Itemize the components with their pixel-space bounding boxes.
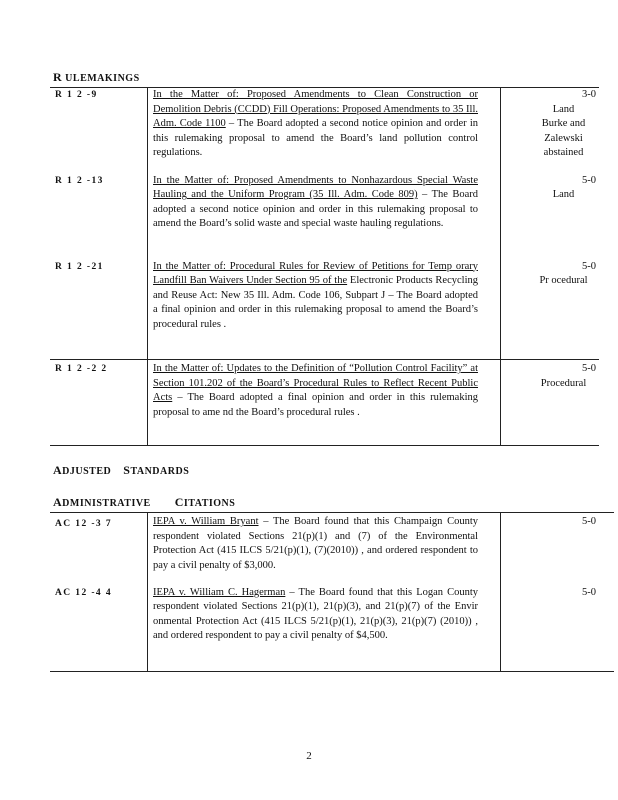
vote-cell xyxy=(501,586,615,672)
heading-text: ULEMAKINGS xyxy=(65,73,140,84)
docket-number: R 1 2 -21 xyxy=(55,261,104,272)
docket-number: AC 12 -4 4 xyxy=(55,587,113,598)
case-body: – The Board adopted a final opinion and order in this rulemaking proposal to ame nd the Board’s procedural rules . xyxy=(153,392,478,418)
case-body: – The Board adopted a second notice opinion and order in this rulemaking proposal to amend the Board’s solid waste and special waste hauling regulations. xyxy=(153,189,479,230)
citations-table xyxy=(50,512,614,672)
case-description xyxy=(148,174,501,260)
heading-initial: A xyxy=(53,495,63,509)
table-row xyxy=(50,360,599,446)
heading-text: TANDARDS xyxy=(130,466,190,477)
vote-note: Land xyxy=(552,103,575,115)
table-row xyxy=(50,260,599,360)
vote-count: 5-0 xyxy=(582,174,596,186)
heading-initial: S xyxy=(123,463,131,477)
vote-note: Land xyxy=(552,189,575,201)
case-description xyxy=(148,360,501,446)
vote-cell xyxy=(501,513,615,586)
table-row xyxy=(50,174,599,260)
case-title: IEPA v. William C. Hagerman xyxy=(153,586,286,598)
case-title: In the Matter of: Procedural Rules for Review of Petitions for Temp orary Landfill Ban Waivers Under Section 95 of the xyxy=(153,260,478,287)
table-row xyxy=(50,88,599,174)
case-title: In the Matter of: Proposed Amendments to Clean Construction or Demolition Debris (CCDD) Fill Operations: Proposed Amendments to 35 Ill. Adm. Code 1100 xyxy=(153,89,478,130)
case-description xyxy=(148,88,501,174)
heading-adjusted-standards xyxy=(53,463,189,478)
vote-note: Procedural xyxy=(540,377,587,389)
page-number: 2 xyxy=(306,750,312,762)
case-body: – The Board adopted a second notice opinion and order in this rulemaking proposal to amend the Board’s land pollution control regulations. xyxy=(153,118,478,159)
case-body: Electronic Products Recycling and Reuse Act: New 35 Ill. Adm. Code 106, Subpart J – The Board adopted a final opinion and order in this rulemaking proposal to amend the Board’s procedural rules . xyxy=(153,275,478,330)
docket-number: R 1 2 -9 xyxy=(55,90,98,100)
vote-count: 5-0 xyxy=(582,586,596,598)
vote-count: 5-0 xyxy=(582,260,596,272)
docket-number: R 1 2 -13 xyxy=(55,175,104,186)
docket-number: R 1 2 -2 2 xyxy=(55,364,108,374)
vote-note: Burke and xyxy=(541,118,586,130)
case-body: – The Board found that this Logan County respondent violated Sections 21(p)(1), 21(p)(3), and 21(p)(7) of the Envir onmental Protection Act (415 ILCS 5/21(p)(1), 21(p)(3), 21(p)(7) (2010)) , and ordered respondent to pay a civil penalty of $4,500. xyxy=(153,586,478,642)
heading-initial: A xyxy=(53,463,63,477)
heading-administrative-citations xyxy=(53,495,235,510)
vote-cell xyxy=(501,88,600,174)
case-title: In the Matter of: Proposed Amendments to Nonhazardous Special Waste Hauling and the Uniform Program (35 Ill. Adm. Code 809) xyxy=(153,174,478,201)
heading-text: DMINISTRATIVE xyxy=(62,498,151,509)
table-row xyxy=(50,586,614,672)
docket-number: AC 12 -3 7 xyxy=(55,519,113,529)
vote-cell xyxy=(501,260,600,360)
heading-text: ITATIONS xyxy=(183,498,236,509)
case-description xyxy=(148,586,501,672)
vote-cell xyxy=(501,360,600,446)
vote-cell xyxy=(501,174,600,260)
heading-initial: R xyxy=(53,70,63,84)
case-description xyxy=(148,513,501,586)
vote-note: Zalewski xyxy=(544,132,583,144)
heading-rulemakings xyxy=(53,70,140,85)
vote-count: 5-0 xyxy=(582,363,596,374)
case-body: – The Board found that this Champaign County respondent violated Sections 21(p)(1) and (7) of the Environmental Protection Act (415 ILCS 5/21(p)(1), (7)(2010)) , and ordered respondent to pay a civil penalty of $3,000. xyxy=(153,516,478,571)
vote-count: 5-0 xyxy=(582,516,596,527)
heading-text: DJUSTED xyxy=(62,466,112,477)
table-row xyxy=(50,513,614,586)
vote-count: 3-0 xyxy=(582,89,596,100)
rulemakings-table xyxy=(50,87,599,446)
vote-note: Pr ocedural xyxy=(539,275,588,287)
case-description xyxy=(148,260,501,360)
vote-note: abstained xyxy=(543,147,584,159)
case-title: In the Matter of: Updates to the Definition of “Pollution Control Facility” at Section 101.202 of the Board’s Procedural Rules to Reflect Recent Public Acts xyxy=(153,363,478,404)
heading-initial: C xyxy=(174,495,184,509)
case-title: IEPA v. William Bryant xyxy=(153,516,259,527)
